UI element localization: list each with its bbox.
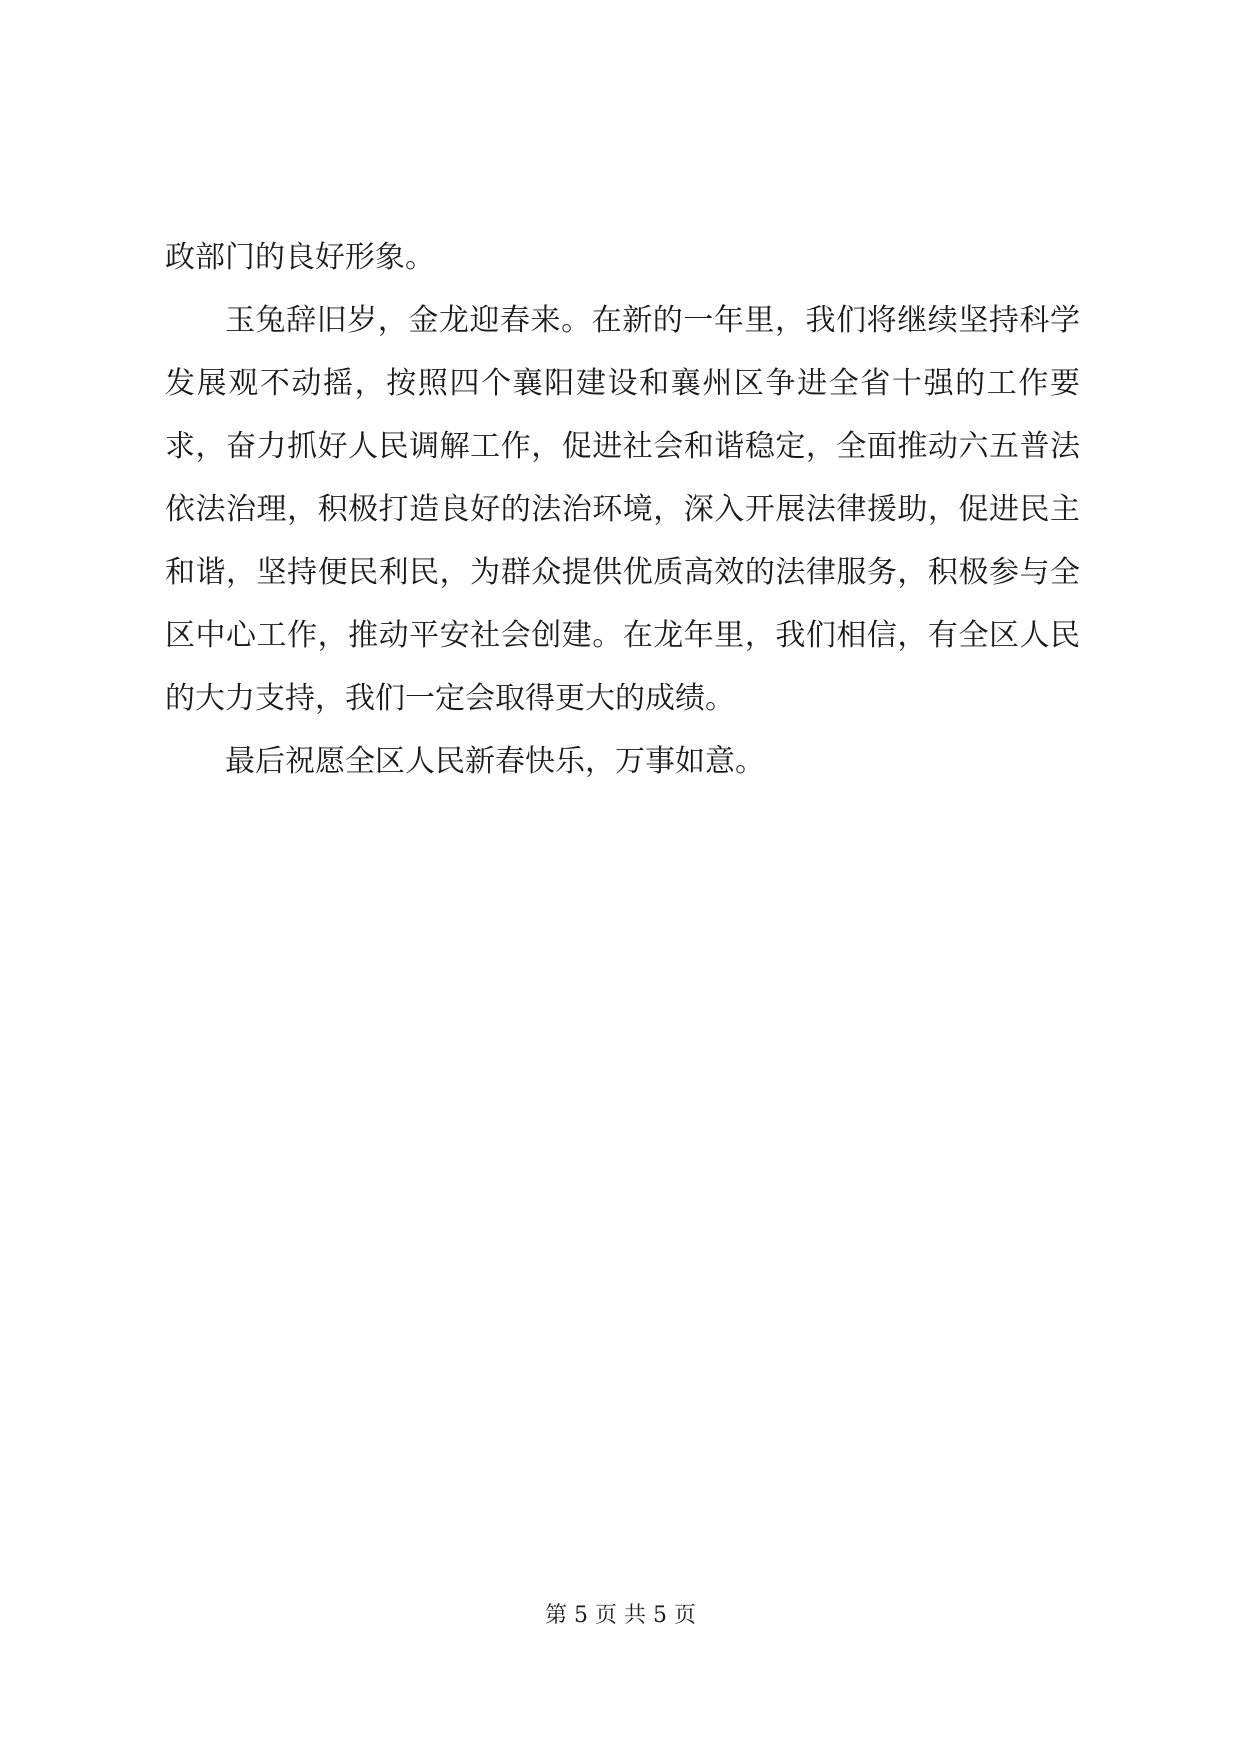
- paragraph-new-year-outlook: 玉兔辞旧岁，金龙迎春来。在新的一年里，我们将继续坚持科学发展观不动摇，按照四个襄阳建设和襄州区争进全省十强的工作要求，奋力抓好人民调解工作，促进社会和谐稳定，全面推动六五普法依法治理，积极打造良好的法治环境，深入开展法律援助，促进民主和谐，坚持便民利民，为群众提供优质高效的法律服务，积极参与全区中心工作，推动平安社会创建。在龙年里，我们相信，有全区人民的大力支持，我们一定会取得更大的成绩。: [165, 303, 1080, 716]
- paragraph-continuation: 政部门的良好形象。: [165, 240, 435, 275]
- document-body: [165, 226, 1080, 793]
- page-number-footer: 第 5 页 共 5 页: [545, 1603, 696, 1628]
- paragraph-closing-wishes: 最后祝愿全区人民新春快乐，万事如意。: [225, 744, 765, 779]
